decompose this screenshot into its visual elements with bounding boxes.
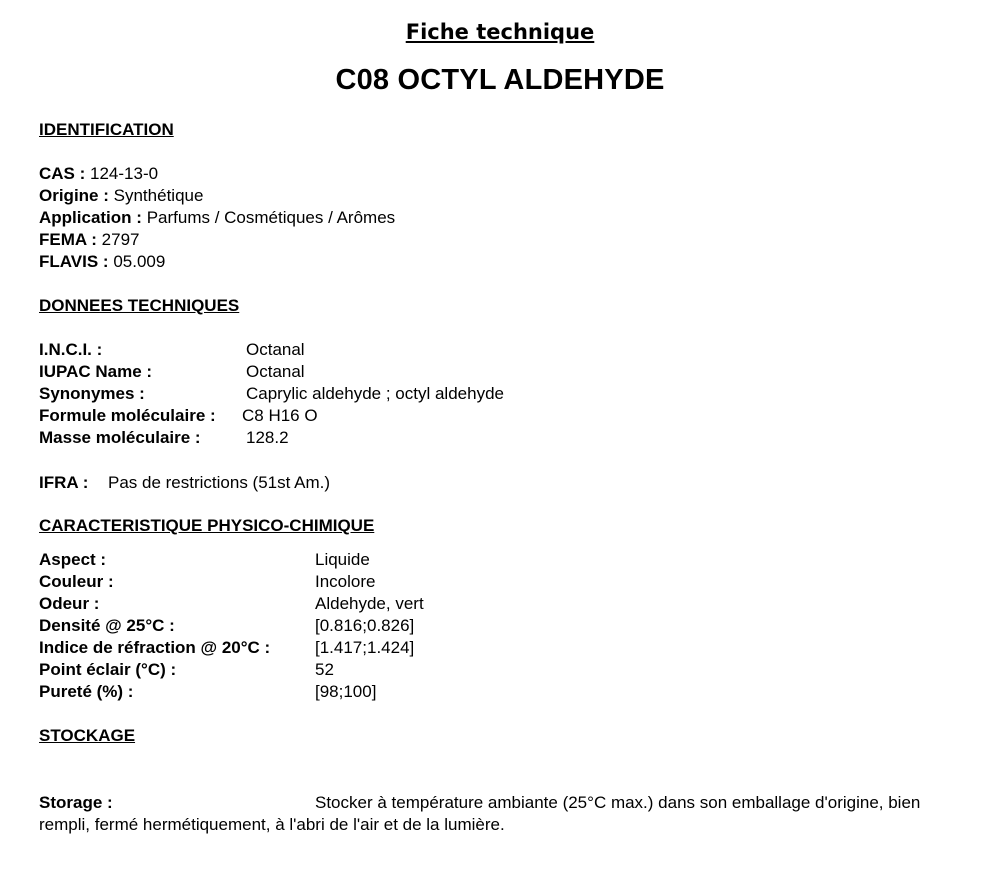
field-value: Aldehyde, vert: [315, 594, 424, 613]
field-label: Aspect :: [39, 550, 107, 569]
field-value: Liquide: [315, 550, 370, 569]
field-value: C8 H16 O: [242, 406, 318, 425]
identification-row: [39, 185, 203, 207]
field-value: Parfums / Cosmétiques / Arômes: [146, 208, 396, 227]
technical-row: [39, 427, 979, 449]
identification-row: [39, 207, 395, 229]
page-heading: Fiche technique: [405, 20, 595, 44]
physico-row: [39, 571, 979, 593]
physico-row: [39, 681, 979, 703]
identification-row: [39, 163, 158, 185]
technical-row: [39, 383, 979, 405]
document-title: C08 OCTYL ALDEHYDE: [335, 64, 665, 96]
field-label: I.N.C.I. :: [39, 340, 103, 359]
storage-paragraph: [39, 792, 969, 836]
physico-row: [39, 615, 979, 637]
identification-row: [39, 229, 139, 251]
physico-row: [39, 659, 979, 681]
field-label: Couleur :: [39, 572, 114, 591]
field-value: [1.417;1.424]: [315, 638, 415, 657]
field-label: Point éclair (°C) :: [39, 660, 177, 679]
field-label: FEMA :: [39, 230, 97, 249]
physico-row: [39, 637, 979, 659]
field-value: Incolore: [315, 572, 376, 591]
physico-row: [39, 593, 979, 615]
field-label: CAS :: [39, 164, 86, 183]
section-heading-identification: IDENTIFICATION: [39, 120, 174, 139]
ifra-row: [39, 472, 979, 494]
field-value: 2797: [101, 230, 140, 249]
physico-row: [39, 549, 979, 571]
field-label: Formule moléculaire :: [39, 406, 216, 425]
field-label: FLAVIS :: [39, 252, 109, 271]
field-value: 124-13-0: [90, 164, 159, 183]
field-value: Octanal: [246, 362, 305, 381]
field-label: IUPAC Name :: [39, 362, 153, 381]
technical-row: [39, 339, 979, 361]
field-value: Octanal: [246, 340, 305, 359]
field-label: IFRA :: [39, 473, 89, 492]
field-value: 52: [315, 660, 334, 679]
field-value: Caprylic aldehyde ; octyl aldehyde: [246, 384, 504, 403]
field-value: 05.009: [113, 252, 166, 271]
field-label: Masse moléculaire :: [39, 428, 201, 447]
field-value: Pas de restrictions (51st Am.): [108, 473, 331, 492]
field-label: Odeur :: [39, 594, 100, 613]
section-heading-physico: CARACTERISTIQUE PHYSICO-CHIMIQUE: [39, 516, 375, 535]
field-label: Indice de réfraction @ 20°C :: [39, 638, 271, 657]
field-value: 128.2: [246, 428, 289, 447]
storage-value: Stocker à température ambiante (25°C max.) dans son emballage d'origine, bien rempli, fermé hermétiquement, à l'abri de l'air et de la lumière.: [39, 793, 921, 834]
field-label: Pureté (%) :: [39, 682, 134, 701]
field-value: [0.816;0.826]: [315, 616, 415, 635]
field-value: Synthétique: [113, 186, 204, 205]
section-heading-storage: STOCKAGE: [39, 726, 136, 745]
field-label: Origine :: [39, 186, 109, 205]
technical-row: [39, 361, 979, 383]
identification-row: [39, 251, 165, 273]
field-label: Densité @ 25°C :: [39, 616, 175, 635]
technical-row: [39, 405, 979, 427]
field-label: Synonymes :: [39, 384, 145, 403]
storage-label: Storage :: [39, 793, 113, 812]
field-value: [98;100]: [315, 682, 377, 701]
field-label: Application :: [39, 208, 142, 227]
section-heading-technical: DONNEES TECHNIQUES: [39, 296, 240, 315]
